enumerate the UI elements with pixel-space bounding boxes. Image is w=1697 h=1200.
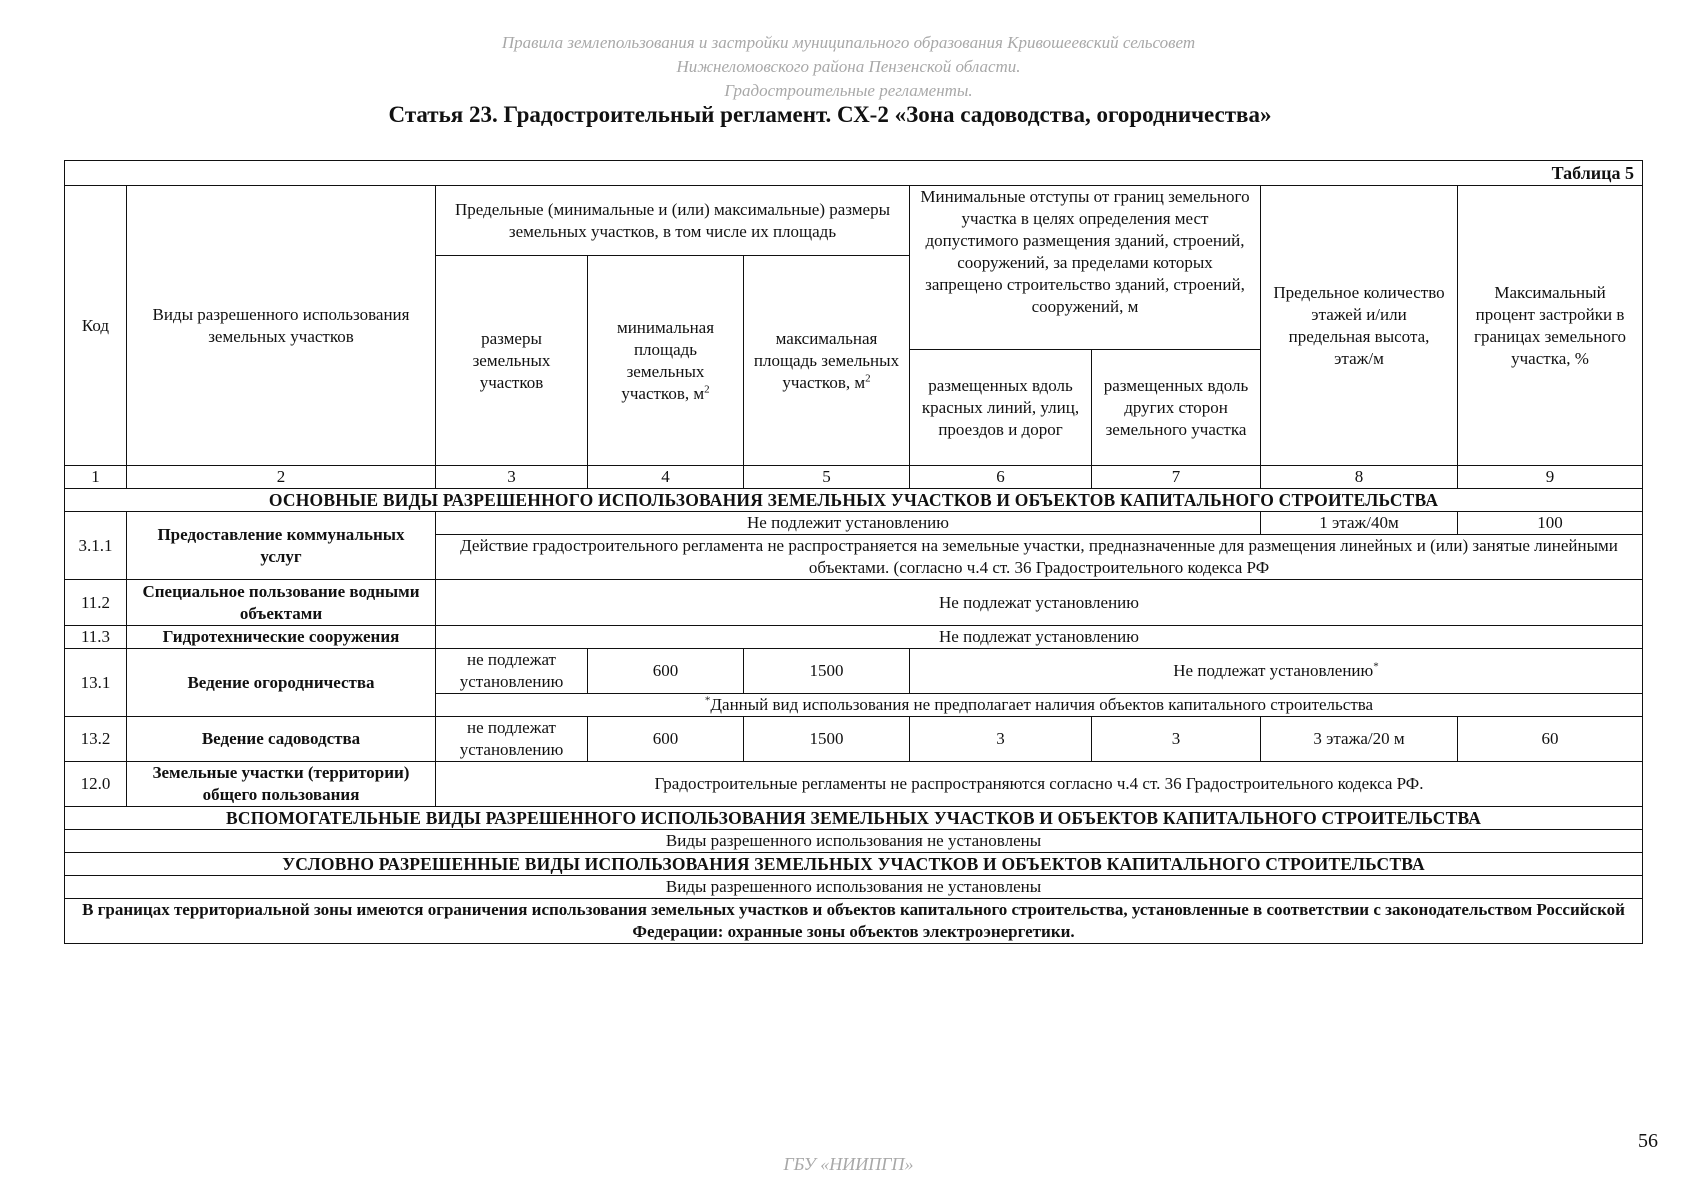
header-max-area: максимальная площадь земельных участков, $м^2$ bbox=[744, 256, 910, 466]
row-setback-red: 3 bbox=[910, 717, 1092, 762]
row-code: 3.1.1 bbox=[65, 512, 127, 580]
table-row bbox=[65, 762, 1643, 807]
row-code: 13.1 bbox=[65, 649, 127, 717]
header-line-2: Нижнеломовского района Пензенской области. bbox=[676, 57, 1021, 76]
row-value: Не подлежат установлению bbox=[436, 580, 1643, 626]
row-name: Ведение огородничества bbox=[127, 649, 436, 717]
header-kind: Виды разрешенного использования земельных участков bbox=[127, 186, 436, 466]
row-name: Земельные участки (территории) общего пользования bbox=[127, 762, 436, 807]
row-limits: Не подлежит установлению bbox=[436, 512, 1261, 535]
row-code: 12.0 bbox=[65, 762, 127, 807]
header-size: размеры земельных участков bbox=[436, 256, 588, 466]
row-name: Ведение садоводства bbox=[127, 717, 436, 762]
row-min-area: 600 bbox=[588, 649, 744, 694]
table-row bbox=[65, 512, 1643, 535]
col-number: 9 bbox=[1458, 466, 1643, 489]
row-note: Действие градостроительного регламента не распространяется на земельные участки, предназначенные для размещения линейных и (или) занятые линейными объектами. (согласно ч.4 ст. 36 Градостроительного кодекса РФ bbox=[436, 535, 1643, 580]
header-coverage: Максимальный процент застройки в границах земельного участка, % bbox=[1458, 186, 1643, 466]
row-name: Специальное пользование водными объектами bbox=[127, 580, 436, 626]
row-note: Градостроительные регламенты не распространяются согласно ч.4 ст. 36 Градостроительного кодекса РФ. bbox=[436, 762, 1643, 807]
table-row bbox=[65, 649, 1643, 694]
header-setback-red: размещенных вдоль красных линий, улиц, проездов и дорог bbox=[910, 350, 1092, 466]
auxiliary-value: Виды разрешенного использования не установлены bbox=[65, 830, 1643, 853]
row-name: Предоставление коммунальных услуг bbox=[127, 512, 436, 580]
row-floors: 3 этажа/20 м bbox=[1261, 717, 1458, 762]
header-min-area: минимальная площадь земельных участков, $м^2$ bbox=[588, 256, 744, 466]
row-size: не подлежат установлению bbox=[436, 717, 588, 762]
row-min-area: 600 bbox=[588, 717, 744, 762]
row-name: Гидротехнические сооружения bbox=[127, 626, 436, 649]
zone-restrictions-note: В границах территориальной зоны имеются ограничения использования земельных участков и объектов капитального строительства, установленные в соответствии с законодательством Российской Федерации: охранные зоны объектов электроэнергетики. bbox=[65, 899, 1643, 944]
header-limits-group: Предельные (минимальные и (или) максимальные) размеры земельных участков, в том числе их площадь bbox=[436, 186, 910, 256]
header-setback-other: размещенных вдоль других сторон земельного участка bbox=[1092, 350, 1261, 466]
row-value: Не подлежат установлению bbox=[436, 626, 1643, 649]
col-number: 1 bbox=[65, 466, 127, 489]
regulation-table bbox=[64, 160, 1643, 944]
table-row bbox=[65, 580, 1643, 626]
header-floors: Предельное количество этажей и/или предельная высота, этаж/м bbox=[1261, 186, 1458, 466]
col-number: 8 bbox=[1261, 466, 1458, 489]
table-row bbox=[65, 626, 1643, 649]
page-number: 56 bbox=[1638, 1130, 1658, 1152]
section-conditional: УСЛОВНО РАЗРЕШЕННЫЕ ВИДЫ ИСПОЛЬЗОВАНИЯ ЗЕМЕЛЬНЫХ УЧАСТКОВ И ОБЪЕКТОВ КАПИТАЛЬНОГО СТРОИТЕЛЬСТВА bbox=[65, 853, 1643, 876]
row-max-area: 1500 bbox=[744, 717, 910, 762]
row-code: 11.2 bbox=[65, 580, 127, 626]
col-number: 7 bbox=[1092, 466, 1261, 489]
row-coverage: 60 bbox=[1458, 717, 1643, 762]
col-number: 3 bbox=[436, 466, 588, 489]
header-line-1: Правила землепользования и застройки муниципального образования Кривошеевский сельсовет bbox=[501, 33, 1196, 52]
header-line-3: Градостроительные регламенты. bbox=[724, 81, 973, 100]
row-setback-other: 3 bbox=[1092, 717, 1261, 762]
row-floors: 1 этаж/40м bbox=[1261, 512, 1458, 535]
section-main: ОСНОВНЫЕ ВИДЫ РАЗРЕШЕННОГО ИСПОЛЬЗОВАНИЯ ЗЕМЕЛЬНЫХ УЧАСТКОВ И ОБЪЕКТОВ КАПИТАЛЬНОГО СТРОИТЕЛЬСТВА bbox=[65, 489, 1643, 512]
table-label: Таблица 5 bbox=[65, 161, 1643, 186]
row-code: 11.3 bbox=[65, 626, 127, 649]
conditional-value: Виды разрешенного использования не установлены bbox=[65, 876, 1643, 899]
article-title: Статья 23. Градостроительный регламент. СХ-2 «Зона садоводства, огородничества» bbox=[388, 102, 1272, 127]
row-note: *Данный вид использования не предполагает наличия объектов капитального строительства bbox=[436, 694, 1643, 717]
row-code: 13.2 bbox=[65, 717, 127, 762]
header-code: Код bbox=[65, 186, 127, 466]
footer-organization: ГБУ «НИИПГП» bbox=[783, 1154, 914, 1174]
col-number: 5 bbox=[744, 466, 910, 489]
col-number: 6 bbox=[910, 466, 1092, 489]
row-rest: Не подлежат установлению* bbox=[910, 649, 1643, 694]
document-header bbox=[0, 31, 1697, 103]
header-setback-group: Минимальные отступы от границ земельного участка в целях определения мест допустимого размещения зданий, строений, сооружений, за пределами которых запрещено строительство зданий, строений, сооружений, м bbox=[910, 186, 1261, 350]
section-auxiliary: ВСПОМОГАТЕЛЬНЫЕ ВИДЫ РАЗРЕШЕННОГО ИСПОЛЬЗОВАНИЯ ЗЕМЕЛЬНЫХ УЧАСТКОВ И ОБЪЕКТОВ КАПИТАЛЬНОГО СТРОИТЕЛЬСТВА bbox=[65, 807, 1643, 830]
row-max-area: 1500 bbox=[744, 649, 910, 694]
table-row bbox=[65, 717, 1643, 762]
row-coverage: 100 bbox=[1458, 512, 1643, 535]
col-number: 4 bbox=[588, 466, 744, 489]
col-number: 2 bbox=[127, 466, 436, 489]
row-size: не подлежат установлению bbox=[436, 649, 588, 694]
